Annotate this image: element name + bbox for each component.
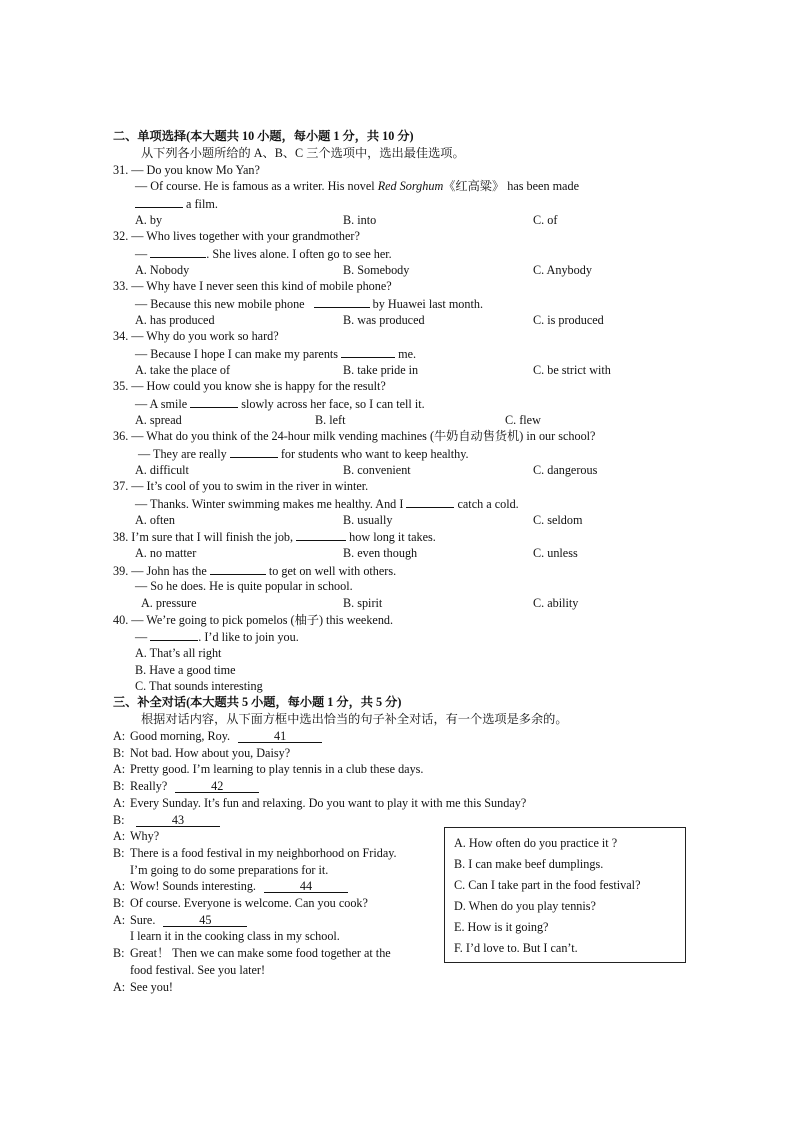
answer-blank[interactable] xyxy=(406,495,454,508)
speaker-label: B: xyxy=(113,896,125,910)
dialog-line xyxy=(113,845,397,861)
speaker-label: B: xyxy=(113,746,125,760)
dialog-blank[interactable]: 44 xyxy=(264,880,348,893)
option-c[interactable]: C. unless xyxy=(533,546,578,560)
section-instruction: 根据对话内容，从下面方框中选出恰当的句子补全对话，有一个选项是多余的。 xyxy=(141,712,568,726)
dialog-text: Why? xyxy=(130,829,160,843)
dialog-line xyxy=(113,862,328,878)
question-37-line2 xyxy=(135,495,519,512)
speaker-label: A: xyxy=(113,762,126,776)
dialog-option-d[interactable]: D. When do you play tennis? xyxy=(454,899,596,913)
question-34-line1: 34. — Why do you work so hard? xyxy=(113,329,279,343)
dialog-line xyxy=(113,878,348,894)
option-c[interactable]: C. flew xyxy=(505,413,541,427)
dialog-line xyxy=(113,795,526,811)
option-a[interactable]: A. by xyxy=(135,213,163,227)
question-32-line1: 32. — Who lives together with your grandmother? xyxy=(113,229,360,243)
q32-text: . She lives alone. I often go to see her. xyxy=(206,247,392,261)
q35-text-2: slowly across her face, so I can tell it. xyxy=(238,397,425,411)
q40-text: . I’d like to join you. xyxy=(198,630,299,644)
option-a[interactable]: A. no matter xyxy=(135,546,197,560)
dialog-line xyxy=(113,945,391,961)
question-36-line2 xyxy=(138,445,469,462)
answer-blank[interactable] xyxy=(314,295,370,308)
option-b[interactable]: B. convenient xyxy=(343,463,411,477)
speaker-label: B: xyxy=(113,946,125,960)
section-title: 二、单项选择(本大题共 10 小题，每小题 1 分，共 10 分) xyxy=(113,129,414,143)
option-a[interactable]: A. pressure xyxy=(141,596,197,610)
q38-text: 38. I’m sure that I will finish the job, xyxy=(113,530,297,544)
dialog-text: See you! xyxy=(130,980,173,994)
question-32-line2 xyxy=(135,245,392,262)
q40-dash: — xyxy=(135,630,151,644)
q37-text: — Thanks. Winter swimming makes me healthy. And I xyxy=(135,497,407,511)
option-b[interactable]: B. spirit xyxy=(343,596,383,610)
dialog-text: Of course. Everyone is welcome. Can you cook? xyxy=(130,896,368,910)
dialog-text: Really? xyxy=(130,779,168,793)
speaker-label: A: xyxy=(113,913,126,927)
speaker-label: B: xyxy=(113,813,125,827)
dialog-blank[interactable]: 41 xyxy=(238,730,322,743)
dialog-line xyxy=(113,828,159,844)
option-b[interactable]: B. into xyxy=(343,213,377,227)
speaker-label: B: xyxy=(113,846,125,860)
question-33-line1: 33. — Why have I never seen this kind of mobile phone? xyxy=(113,279,392,293)
speaker-label: A: xyxy=(113,829,126,843)
q38-text-2: how long it takes. xyxy=(346,530,436,544)
q39-text-2: to get on well with others. xyxy=(265,564,397,578)
dialog-line xyxy=(113,778,259,794)
question-38-line1 xyxy=(113,528,436,545)
answer-blank[interactable] xyxy=(210,562,266,575)
question-36-line1: 36. — What do you think of the 24-hour milk vending machines (牛奶自动售货机) in our school? xyxy=(113,429,596,443)
option-c[interactable]: C. be strict with xyxy=(533,363,611,377)
option-b[interactable]: B. was produced xyxy=(343,313,425,327)
option-b[interactable]: B. left xyxy=(315,413,346,427)
option-c[interactable]: C. Anybody xyxy=(533,263,592,277)
option-c[interactable]: C. dangerous xyxy=(533,463,598,477)
option-a[interactable]: A. difficult xyxy=(135,463,189,477)
q36-text: — They are really xyxy=(138,447,230,461)
question-39-line1 xyxy=(113,562,396,579)
dialog-blank[interactable]: 42 xyxy=(175,780,259,793)
dialog-text: I learn it in the cooking class in my school. xyxy=(130,929,340,943)
option-b[interactable]: B. Somebody xyxy=(343,263,410,277)
q32-dash: — xyxy=(135,247,151,261)
dialog-text: Wow! Sounds interesting. xyxy=(130,879,256,893)
question-31-line1: 31. — Do you know Mo Yan? xyxy=(113,163,260,177)
dialog-line xyxy=(113,812,220,828)
options-box xyxy=(444,827,686,963)
q33-text-2: by Huawei last month. xyxy=(369,297,484,311)
q33-text: — Because this new mobile phone xyxy=(135,297,308,311)
option-a[interactable]: A. Nobody xyxy=(135,263,190,277)
section-instruction: 从下列各小题所给的 A、B、C 三个选项中，选出最佳选项。 xyxy=(141,146,465,160)
question-31-line3 xyxy=(135,195,218,212)
question-34-line2 xyxy=(135,345,416,362)
answer-blank[interactable] xyxy=(150,628,198,641)
dialog-line xyxy=(113,895,368,911)
question-37-line1: 37. — It’s cool of you to swim in the river in winter. xyxy=(113,479,369,493)
option-a[interactable]: A. has produced xyxy=(135,313,215,327)
option-c[interactable]: C. ability xyxy=(533,596,579,610)
option-a[interactable]: A. That’s all right xyxy=(135,646,222,660)
q31-text-2: 《红高粱》 has been made xyxy=(443,179,579,193)
dialog-line xyxy=(113,962,265,978)
option-b[interactable]: B. take pride in xyxy=(343,363,419,377)
option-a[interactable]: A. spread xyxy=(135,413,182,427)
question-40-line1: 40. — We’re going to pick pomelos (柚子) this weekend. xyxy=(113,613,394,627)
dialog-option-b[interactable]: B. I can make beef dumplings. xyxy=(454,857,604,871)
option-a[interactable]: A. often xyxy=(135,513,175,527)
answer-blank[interactable] xyxy=(190,395,238,408)
dialog-text: Pretty good. I’m learning to play tennis in a club these days. xyxy=(130,762,424,776)
speaker-label: A: xyxy=(113,729,126,743)
q34-text-2: me. xyxy=(395,347,417,361)
option-c[interactable]: C. seldom xyxy=(533,513,583,527)
dialog-text: I’m going to do some preparations for it. xyxy=(130,863,329,877)
dialog-option-f[interactable]: F. I’d love to. But I can’t. xyxy=(454,941,578,955)
answer-blank[interactable] xyxy=(341,345,395,358)
speaker-label: B: xyxy=(113,779,125,793)
option-c[interactable]: C. That sounds interesting xyxy=(135,679,263,693)
dialog-option-c[interactable]: C. Can I take part in the food festival? xyxy=(454,878,641,892)
answer-blank[interactable] xyxy=(150,245,206,258)
dialog-option-e[interactable]: E. How is it going? xyxy=(454,920,549,934)
question-39-line2: — So he does. He is quite popular in school. xyxy=(135,579,353,593)
answer-blank[interactable] xyxy=(296,528,346,541)
dialog-line xyxy=(113,979,173,995)
dialog-blank[interactable]: 43 xyxy=(136,814,220,827)
dialog-line xyxy=(113,728,322,744)
question-31-line2 xyxy=(135,178,579,194)
speaker-label: A: xyxy=(113,879,126,893)
q37-text-2: catch a cold. xyxy=(454,497,519,511)
section-title: 三、补全对话(本大题共 5 小题，每小题 1 分，共 5 分) xyxy=(113,695,402,709)
answer-blank[interactable] xyxy=(135,195,183,208)
dialog-line xyxy=(113,912,247,928)
dialog-text: food festival. See you later! xyxy=(130,963,266,977)
question-35-line2 xyxy=(135,395,425,412)
dialog-text: Good morning, Roy. xyxy=(130,729,231,743)
q34-text: — Because I hope I can make my parents xyxy=(135,347,342,361)
option-b[interactable]: B. usually xyxy=(343,513,393,527)
dialog-text: Every Sunday. It’s fun and relaxing. Do you want to play it with me this Sunday? xyxy=(130,796,527,810)
question-35-line1: 35. — How could you know she is happy for the result? xyxy=(113,379,386,393)
speaker-label: A: xyxy=(113,796,126,810)
q31-text-3: a film. xyxy=(183,197,218,211)
option-c[interactable]: C. is produced xyxy=(533,313,604,327)
dialog-option-a[interactable]: A. How often do you practice it ? xyxy=(454,836,618,850)
option-b[interactable]: B. Have a good time xyxy=(135,663,236,677)
option-c[interactable]: C. of xyxy=(533,213,558,227)
dialog-blank[interactable]: 45 xyxy=(163,914,247,927)
question-40-line2 xyxy=(135,628,299,645)
dialog-text: Sure. xyxy=(130,913,156,927)
novel-title: Red Sorghum xyxy=(377,179,444,193)
q36-text-2: for students who want to keep healthy. xyxy=(277,447,469,461)
dialog-text: There is a food festival in my neighborhood on Friday. xyxy=(130,846,397,860)
answer-blank[interactable] xyxy=(230,445,278,458)
q35-text: — A smile xyxy=(135,397,191,411)
speaker-label: A: xyxy=(113,980,126,994)
dialog-line xyxy=(113,745,290,761)
dialog-text: Great！ Then we can make some food together at the xyxy=(130,946,391,960)
option-b[interactable]: B. even though xyxy=(343,546,418,560)
dialog-line xyxy=(113,761,423,777)
q31-text: — Of course. He is famous as a writer. His novel xyxy=(135,179,378,193)
q39-text: 39. — John has the xyxy=(113,564,210,578)
dialog-line xyxy=(113,928,340,944)
question-33-line2 xyxy=(135,295,483,312)
option-a[interactable]: A. take the place of xyxy=(135,363,231,377)
dialog-text: Not bad. How about you, Daisy? xyxy=(130,746,291,760)
